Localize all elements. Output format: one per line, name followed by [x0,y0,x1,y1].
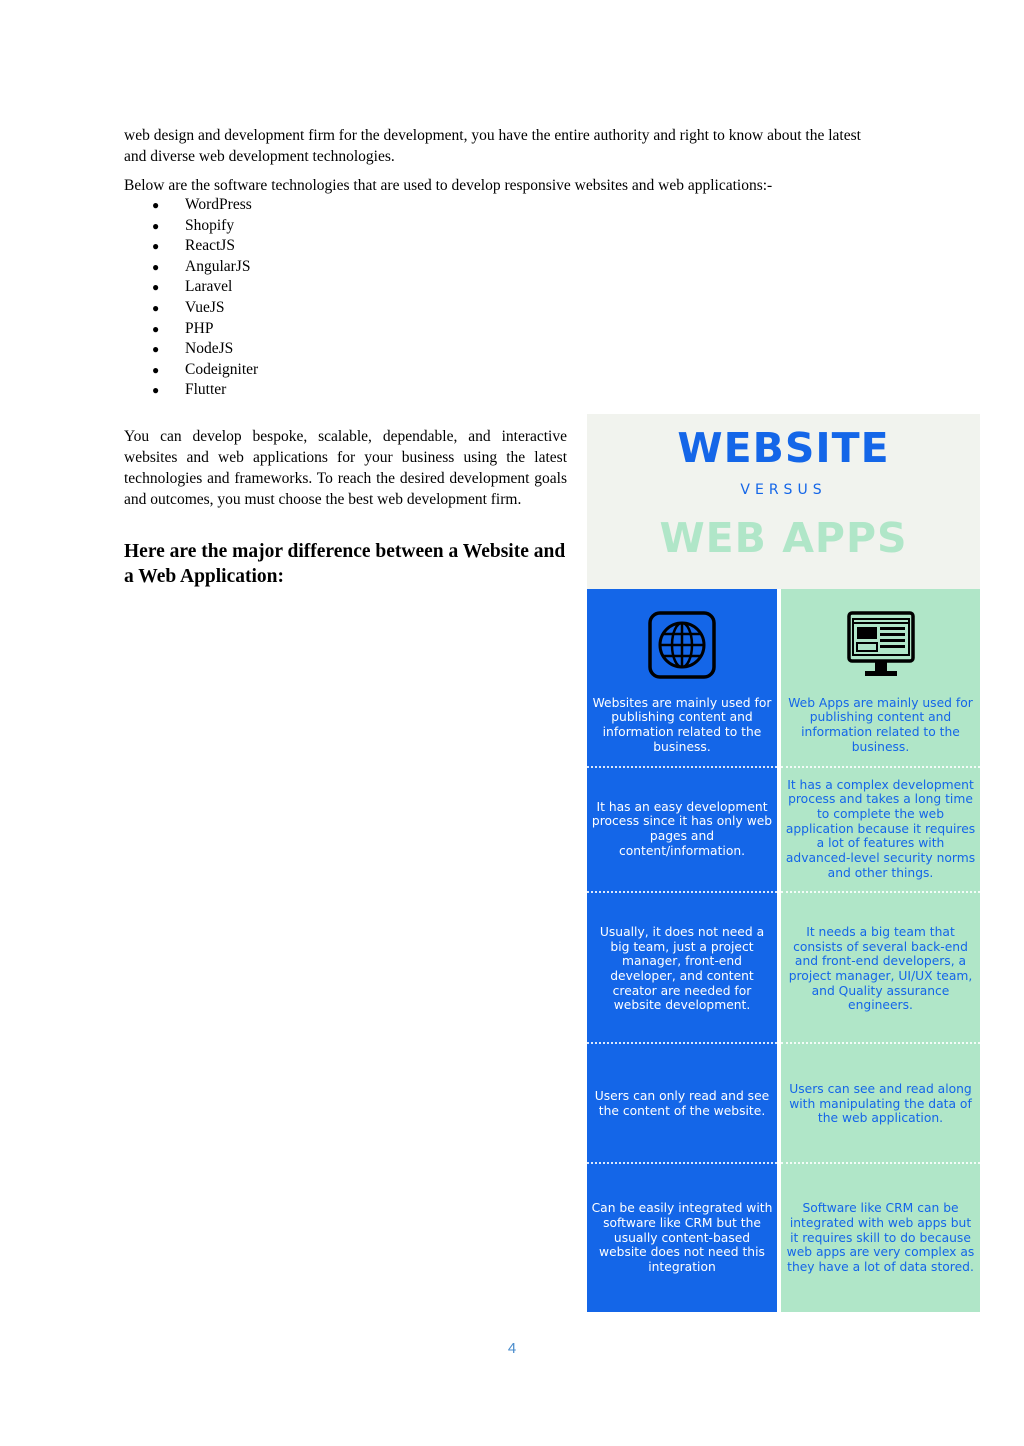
list-item: ● Codeigniter [152,360,258,381]
list-item: ● PHP [152,319,258,340]
web-app-monitor-icon [845,609,917,681]
list-item: ● AngularJS [152,257,258,278]
infographic-title-website: WEBSITE [677,424,890,472]
list-item: ● Flutter [152,380,258,401]
infographic-title-webapps: WEB APPS [659,514,908,562]
website-point-2: It has an easy development process since it has only web pages and content/information. [591,799,773,858]
infographic-versus: VERSUS [740,482,827,498]
list-item: ● NodeJS [152,339,258,360]
webapp-point-2: It has a complex development process and takes a long time to complete the web application because it requires a lot of features with advanced-level security norms and other things. [785,777,976,880]
divider [781,891,980,893]
intro-paragraph-2: Below are the software technologies that are used to develop responsive websites and web applications:- [124,177,773,194]
section-heading: Here are the major difference between a Website and a Web Application: [124,541,566,587]
webapp-point-5: Software like CRM can be integrated with web apps but it requires skill to do because web apps are very complex as they have a lot of data stored. [786,1201,975,1275]
intro-paragraph-1: web design and development firm for the development, you have the entire authority and right to know about the latest and diverse web development technologies. [124,127,861,165]
list-item: ● ReactJS [152,236,258,257]
website-point-3: Usually, it does not need a big team, just a project manager, front-end developer, and content creator are needed for website development. [599,924,765,1013]
list-item: ● Shopify [152,216,258,237]
website-column [587,589,777,1312]
website-point-1: Websites are mainly used for publishing content and information related to the business. [592,695,772,754]
website-point-4: Users can only read and see the content of the website. [594,1089,770,1118]
divider [781,766,980,768]
list-item: ● WordPress [152,195,258,216]
webapp-point-3: It needs a big team that consists of several back-end and front-end developers, a project manager, UI/UX team, and Quality assurance engineers. [788,924,973,1013]
webapps-column [781,589,980,1312]
website-point-5: Can be easily integrated with software like CRM but the usually content-based website does not need this integration [591,1201,773,1275]
webapp-point-4: Users can see and read along with manipulating the data of the web application. [789,1081,972,1126]
webapp-point-1: Web Apps are mainly used for publishing content and information related to the business. [788,695,973,754]
page-number: 4 [507,1340,517,1357]
list-item: ● Laravel [152,277,258,298]
divider [587,766,777,768]
divider [587,1042,777,1044]
divider [781,1042,980,1044]
website-vs-webapps-infographic [587,414,980,1312]
technologies-list [152,195,258,401]
divider [587,891,777,893]
infographic-header [587,414,980,589]
list-item: ● VueJS [152,298,258,319]
body-paragraph: You can develop bespoke, scalable, dependable, and interactive websites and web applications for your business using the latest technologies and frameworks. To reach the desired development goals and outcomes, you must choose the best web development firm. [124,428,567,508]
globe-icon [646,609,718,681]
